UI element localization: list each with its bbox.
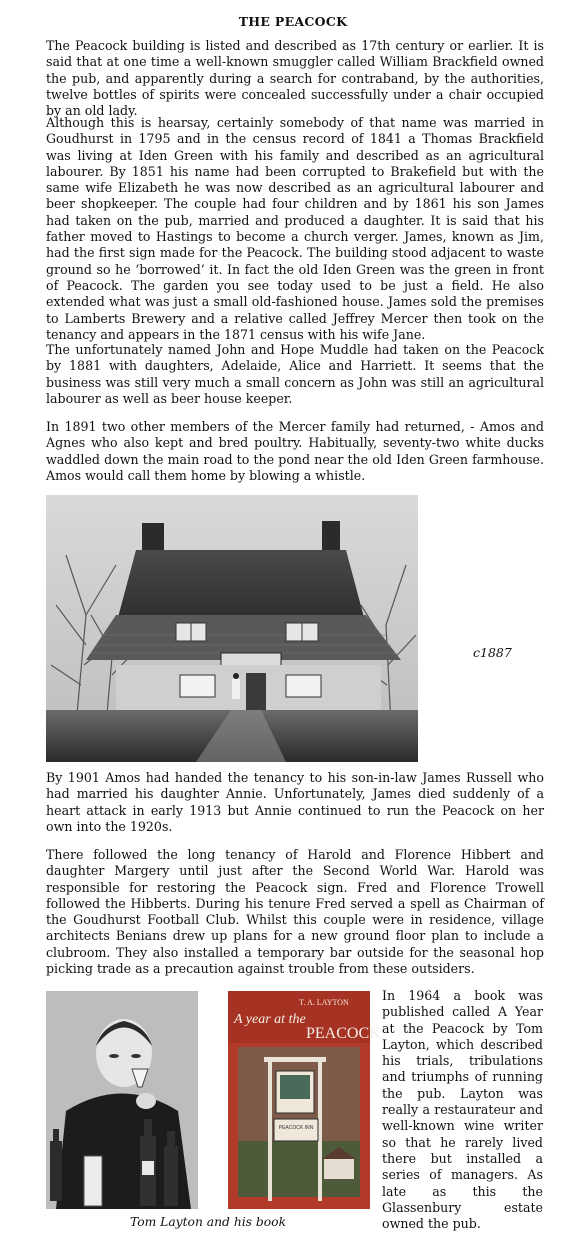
photo-caption-date: c1887: [473, 645, 512, 660]
paragraph-hibbert: There followed the long tenancy of Harold and Florence Hibbert and daughter Margery until just after the Second World War. Harold was responsible for restoring the Peacock sign. Fred and Florence Trowell followed the Hibberts. During his tenure Fred served a spell as Chairman of the Goudhurst Football Club. Whilst this couple were in residence, village architects Benians drew up plans for a new ground floor plan to include a clubroom. They also installed a temporary bar outside for the seasonal hop picking trade as a precaution against trouble from these outsiders.: [46, 847, 544, 977]
paragraph-mercer: In 1891 two other members of the Mercer family had returned, - Amos and Agnes who also kept and bred poultry. Habitually, seventy-two white ducks waddled down the main road to the pond near the old Iden Green farmhouse. Amos would call them home by blowing a whistle.: [46, 419, 544, 483]
book-sign-text: PEACOCK INN: [278, 1125, 314, 1131]
paragraph-smuggler: The Peacock building is listed and described as 17th century or earlier. It is said that at one time a well-known smuggler called William Brackfield owned the pub, and apparently during a search for contraband, by the authorities, twelve bottles of spirits were concealed successfully under a chair occupied by an old lady.: [46, 38, 544, 119]
book-cover-image: [228, 991, 381, 1209]
book-author-text: T. A. LAYTON: [299, 998, 349, 1007]
tom-layton-photo: [46, 991, 198, 1209]
book-title-line1: A year at the: [234, 1012, 306, 1027]
paragraph-muddle: The unfortunately named John and Hope Muddle had taken on the Peacock by 1881 with daughters, Adelaide, Alice and Harriett. It seems that the business was still very much a small concern as John was still an agricultural labourer as well as beer house keeper.: [46, 342, 544, 406]
book-title-line2: PEACOCK: [306, 1025, 381, 1042]
paragraph-russell: By 1901 Amos had handed the tenancy to his son-in-law James Russell who had married his daughter Annie. Unfortunately, James died suddenly of a heart attack in early 1913 but Annie continued to run the Peacock on her own into the 1920s.: [46, 770, 544, 834]
paragraph-brackfield: Although this is hearsay, certainly somebody of that name was married in Goudhurst in 1795 and in the census record of 1841 a Thomas Brackfield was living at Iden Green with his family and described as an agricultural labourer. By 1851 his name had been corrupted to Brakefield but with the same wife Elizabeth he was now described as an agricultural labourer and beer shopkeeper. The couple had four children and by 1861 his son James had taken on the pub, married and produced a daughter. It is said that his father moved to Hastings to become a church verger. James, known as Jim, had the first sign made for the Peacock. The building stood adjacent to waste ground so he ‘borrowed’ it. In fact the old Iden Green was the green in front of Peacock. The garden you see today used to be just a field. He also extended what was just a small old-fashioned house. James sold the premises to Lamberts Brewery and a relative called Jeffrey Mercer then took on the tenancy and appears in the 1871 census with his wife Jane.: [46, 115, 544, 342]
book-photo-caption: Tom Layton and his book: [129, 1215, 287, 1229]
peacock-house-photo: [46, 495, 418, 762]
paragraph-layton: In 1964 a book was published called A Year at the Peacock by Tom Layton, which described his trials, tribulations and triumphs of running the pub. Layton was really a restaurateur and well-known wine writer so that he rarely lived there but installed a series of managers. As late as this the Glassenbury estate owned the pub.: [382, 988, 543, 1232]
page-title: THE PEACOCK: [238, 14, 348, 29]
